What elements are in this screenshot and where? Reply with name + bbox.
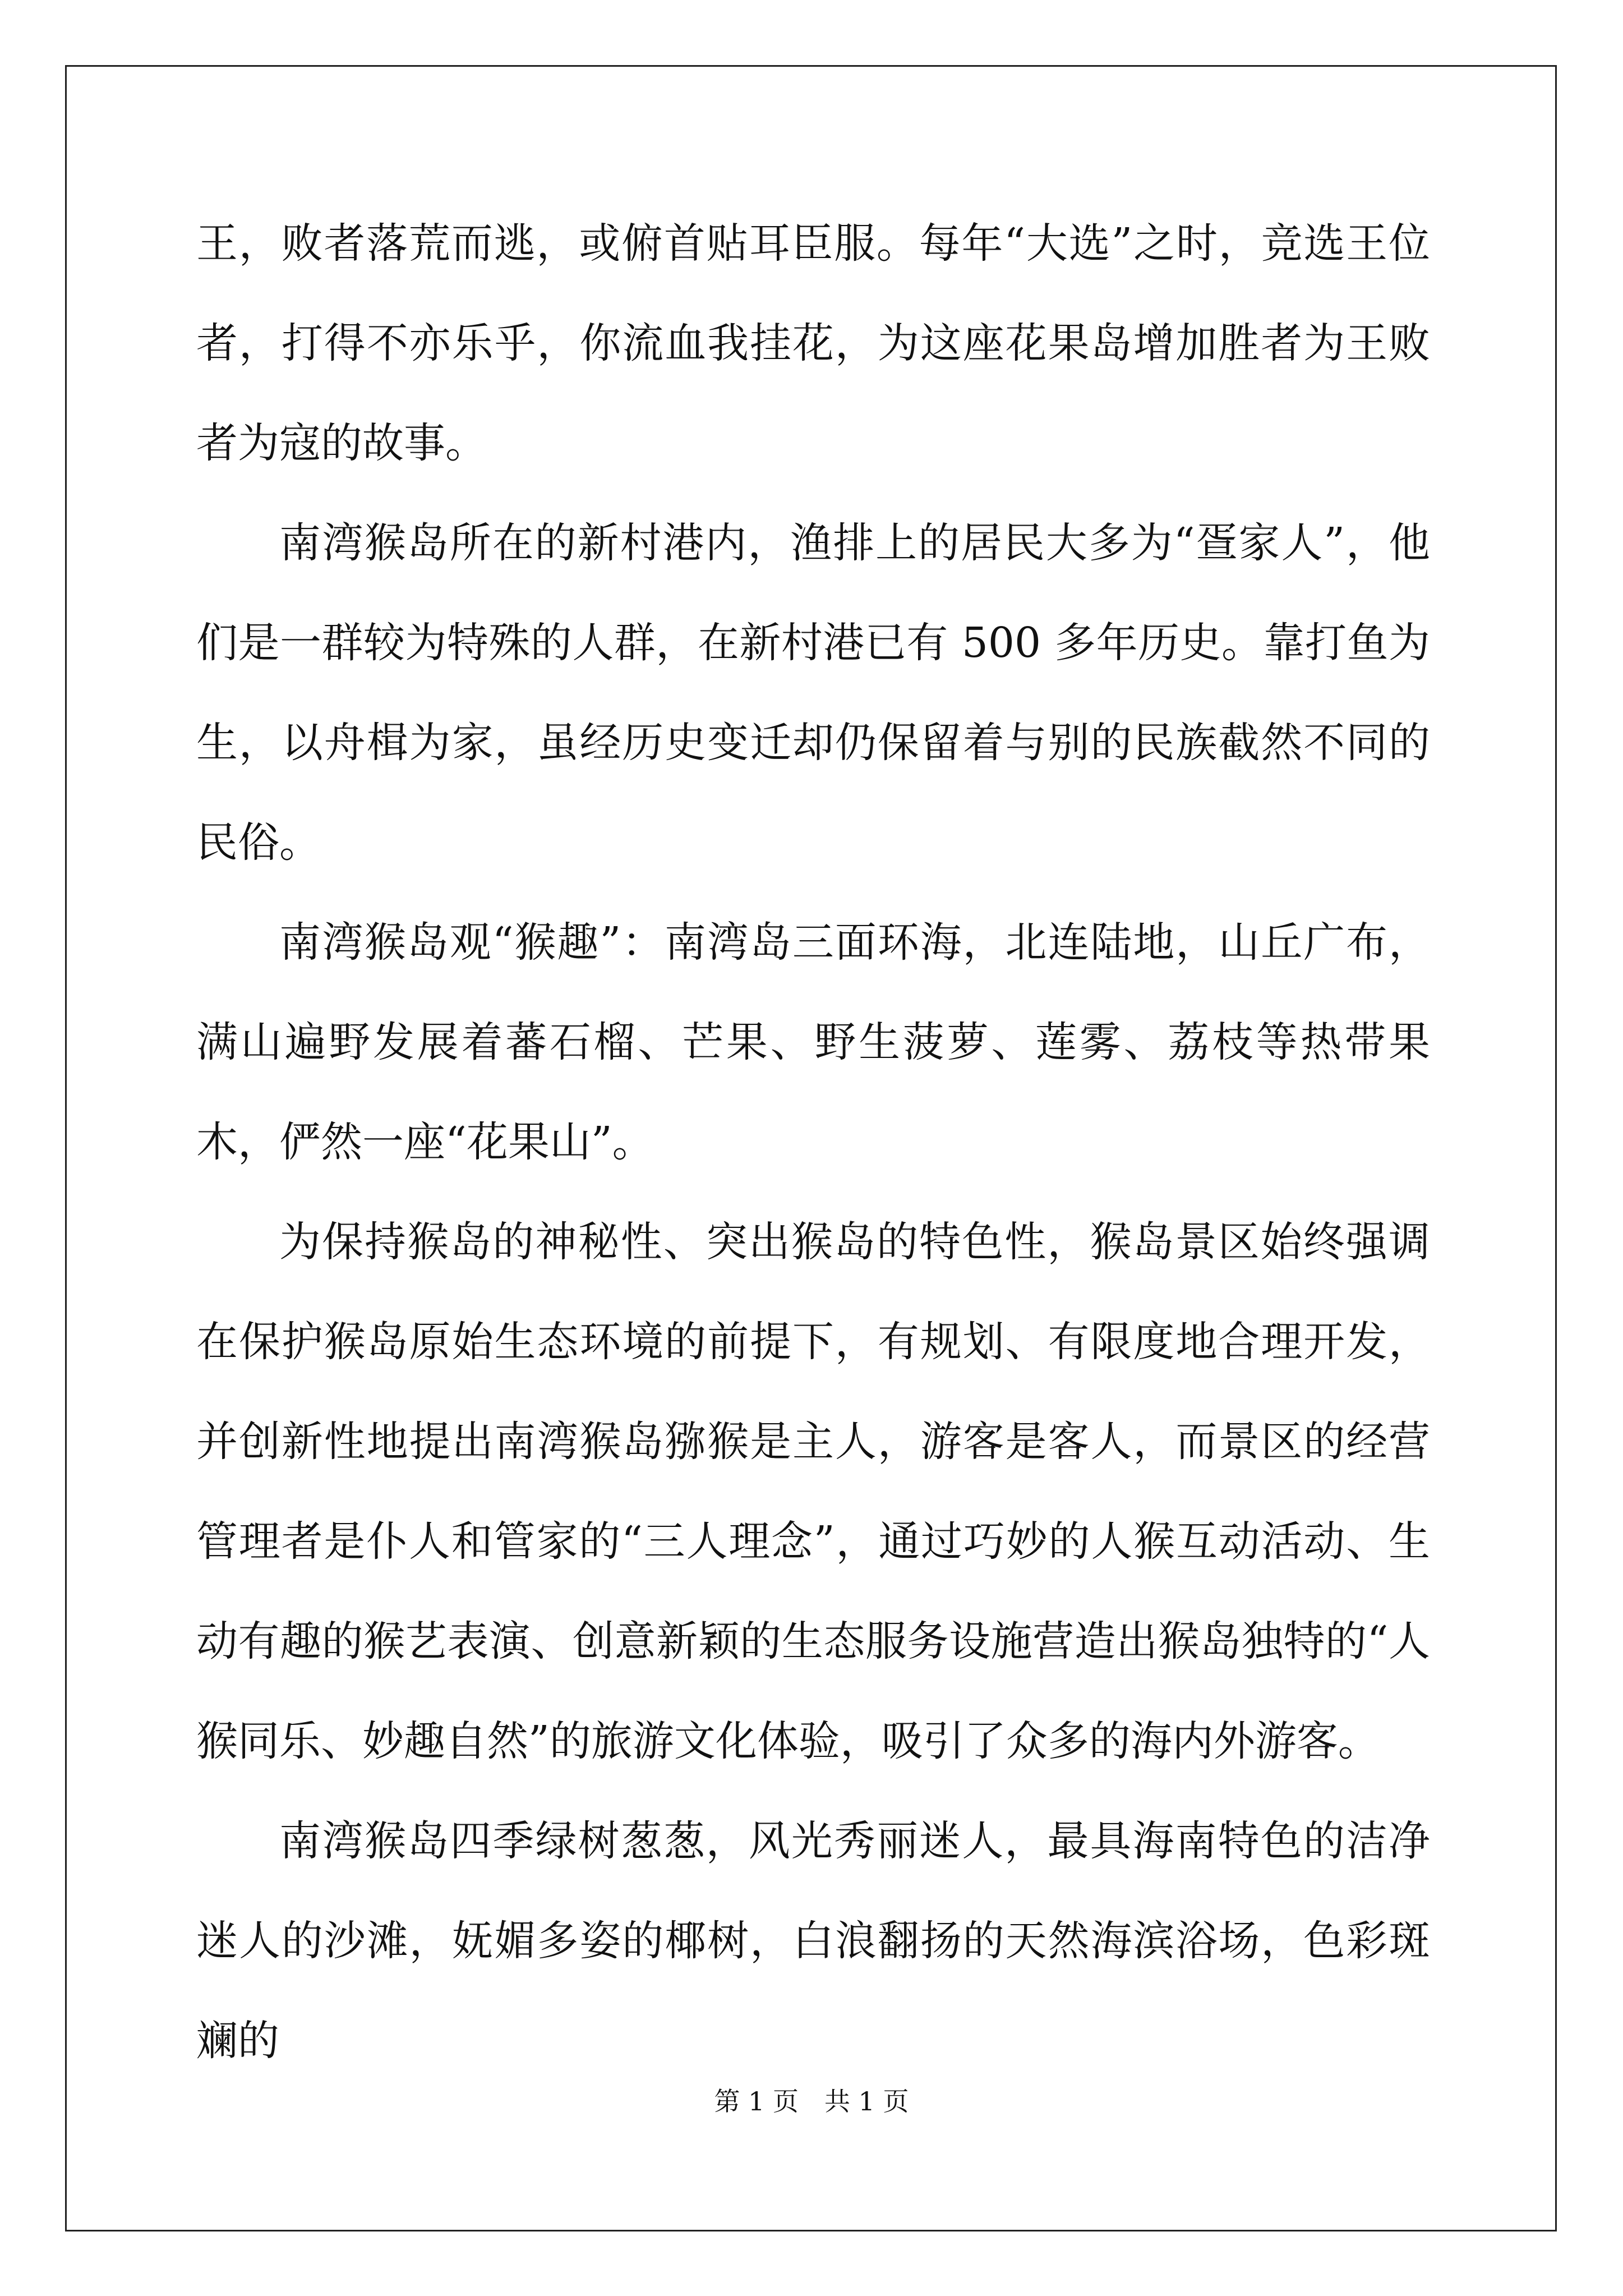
- text-line: 南湾猴岛所在的新村港内，渔排上的居民大多为“疍家人”，他们: [196, 519, 1430, 667]
- paragraph: [196, 892, 1430, 1192]
- text-line: 猴艺表演、创意新颖的生态服务设施营造出猴岛独特的“人猴同乐、: [196, 1617, 1431, 1765]
- paragraph: [196, 1791, 1430, 2091]
- text-line: 为保持猴岛的神秘性、突出猴岛的特色性，猴岛景区始终强调在: [196, 1218, 1430, 1366]
- text-line: 者，打得不亦乐乎，你流血我挂花，为这座花果岛增加胜者为王败者: [196, 319, 1430, 467]
- text-line: 王，败者落荒而逃，或俯首贴耳臣服。每年“大选”之时，竞选王位: [196, 219, 1430, 268]
- text-line: 然一座“花果山”。: [321, 1118, 654, 1166]
- text-line: 南湾猴岛四季绿树葱葱，风光秀丽迷人，最具海南特色的洁净迷: [196, 1817, 1430, 1965]
- document-body: [196, 194, 1430, 2091]
- text-line: 南湾猴岛观“猴趣”：南湾岛三面环海，北连陆地，山丘广布，满: [196, 918, 1430, 1066]
- text-line: 是一群较为特殊的人群，在新村港已有 500 多年历史。靠打鱼为生，: [196, 619, 1430, 767]
- text-line: 保护猴岛原始生态环境的前提下，有规划、有限度地合理开发，并创: [196, 1318, 1431, 1466]
- text-line: 山遍野发展着蕃石榴、芒果、野生菠萝、莲雾、荔枝等热带果木，俨: [196, 1018, 1431, 1166]
- paragraph: [196, 1192, 1430, 1791]
- text-line: 人的沙滩，妩媚多姿的椰树，白浪翻扬的天然海滨浴场，色彩斑斓的: [196, 1917, 1431, 2065]
- text-line: 以舟楫为家，虽经历史变迁却仍保留着与别的民族截然不同的民俗。: [196, 719, 1430, 867]
- page-number-footer: 第 1 页 共 1 页: [714, 2086, 909, 2116]
- text-line: 新性地提出南湾猴岛猕猴是主人，游客是客人，而景区的经营管理者: [196, 1418, 1430, 1566]
- paragraph: [196, 493, 1430, 892]
- text-line: 妙趣自然”的旅游文化体验，吸引了众多的海内外游客。: [362, 1717, 1380, 1765]
- text-line: 为寇的故事。: [238, 419, 487, 467]
- paragraph: [196, 194, 1430, 493]
- text-line: 是仆人和管家的“三人理念”，通过巧妙的人猴互动活动、生动有趣的: [196, 1517, 1430, 1665]
